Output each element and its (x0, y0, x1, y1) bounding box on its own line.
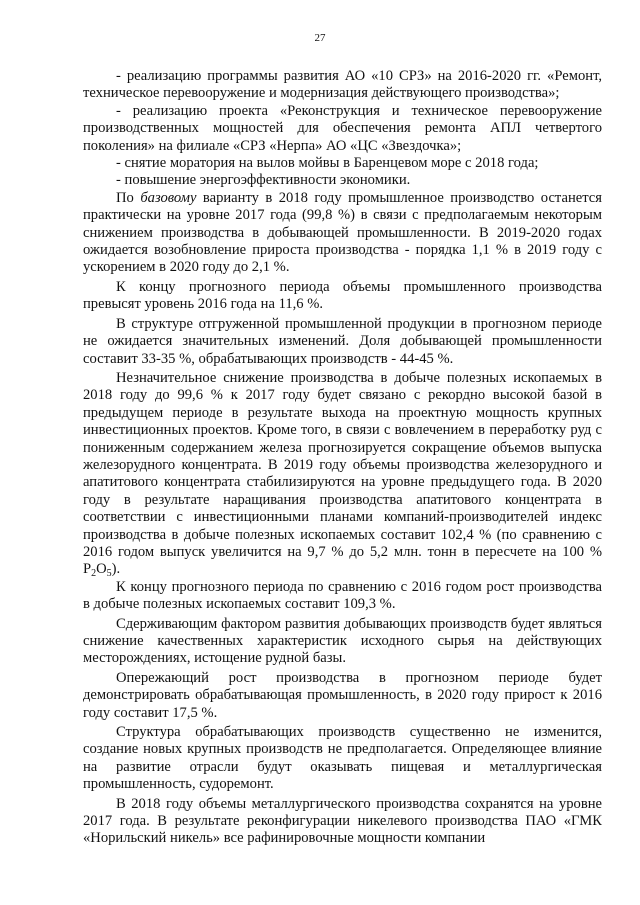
p2o5-oxygen: O (96, 561, 107, 578)
paragraph-capelin-moratorium: - снятие моратория на вылов мойвы в Баренцевом море с 2018 года; (116, 155, 539, 172)
paragraph-industrial-output-end: К концу прогнозного периода объемы промышленного производства превысят уровень 2016 года на 11,6 %. (83, 278, 602, 313)
mining-decline-text: Незначительное снижение производства в добыче полезных ископаемых в 2018 году до 99,6 % к 2017 году будет связано с рекордно высокой базой в предыдущем периоде в результате выхода на проектную мощность крупных инвестиционных проектов. Кроме того, в связи с вовлечением в переработку руд с пониженным содержанием железа прогнозируется сокращение объемов выпуска железорудного концентрата. В 2019 году объемы производства железорудного и апатитового концентрата стабилизируются на уровне предыдущего года. В 2020 году в результате наращивания производства апатитового концентрата в соответствии с инвестиционными планами компаний-производителей индекс производства в добыче полезных ископаемых составит 102,4 % (по сравнению с 2016 годом выпуск увеличится на 9,7 % до 5,2 млн. тонн в пересчете на 100 % P (83, 369, 602, 578)
paragraph-10-srz-program: - реализацию программы развития АО «10 СРЗ» на 2016-2020 гг. «Ремонт, техническое перевооружение и модернизация действующего производства»; (83, 68, 602, 102)
paragraph-mining-decline (83, 370, 602, 579)
paragraph-metallurgy: В 2018 году объемы металлургического производства сохранятся на уровне 2017 года. В результате реконфигурации никелевого производства ПАО «ГМК «Норильский никель» все рафинировочные мощности компании (83, 795, 602, 847)
paragraph-shipped-structure: В структуре отгруженной промышленной продукции в прогнозном периоде не ожидается значительных изменений. Доля добывающей промышленности составит 33-35 %, обрабатывающих производств - 44-45 %. (83, 315, 602, 367)
paragraph-base-scenario (83, 190, 602, 277)
base-scenario-rest: варианту в 2018 году промышленное производство останется практически на уровне 2017 года (99,8 %) в связи с предполагаемым некоторым снижением производства в добывающей промышленности. В 2019-2020 годах ожидается возобновление прироста производства - порядка 1,1 % в 2019 году с ускорением в 2020 году до 2,1 %. (83, 189, 602, 276)
p2o5-subscript-2: 2 (91, 568, 97, 580)
base-scenario-lead: По (116, 189, 141, 206)
p2o5-closing: ). (111, 561, 121, 578)
paragraph-nerpa-project: - реализацию проекта «Реконструкция и техническое перевооружение производственных мощностей для обеспечения ремонта АПЛ четвертого поколения» на филиале «СРЗ «Нерпа» АО «ЦС «Звездочка»; (83, 102, 602, 154)
body-text (83, 68, 602, 848)
paragraph-manufacturing-structure: Структура обрабатывающих производств существенно не изменится, создание новых крупных производств не предполагается. Определяющее влияние на развитие отрасли будут оказывать пищевая и металлургическая промышленность, судоремонт. (83, 724, 602, 793)
paragraph-energy-efficiency: - повышение энергоэффективности экономики. (116, 172, 411, 189)
paragraph-mining-growth: К концу прогнозного периода по сравнению с 2016 годом рост производства в добыче полезных ископаемых составит 109,3 %. (83, 578, 602, 613)
p2o5-subscript-5: 5 (106, 568, 112, 580)
base-scenario-italic: базовому (140, 189, 197, 206)
paragraph-manufacturing-growth: Опережающий рост производства в прогнозном периоде будет демонстрировать обрабатывающая промышленность, в 2020 году прирост к 2016 году составит 17,5 %. (83, 669, 602, 721)
page-number: 27 (314, 32, 326, 44)
paragraph-constraining-factor: Сдерживающим фактором развития добывающих производств будет являться снижение качественных характеристик исходного сырья на действующих месторождениях, истощение рудной базы. (83, 615, 602, 667)
